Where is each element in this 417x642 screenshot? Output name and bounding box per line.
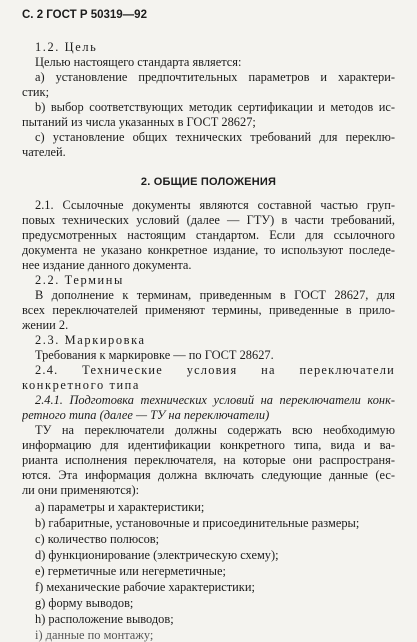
text-line: конкретного типа (22, 378, 141, 392)
section-title: 2. ОБЩИЕ ПОЛОЖЕНИЯ (140, 176, 277, 188)
list-item: d) функционирование (электрическую схему); (35, 548, 279, 562)
list-item: а) параметры и характеристики; (35, 500, 205, 514)
text-line: ли они применяются): (22, 483, 140, 497)
text-line: чателей. (22, 145, 66, 159)
text-line: рианта исполнения переключателя, на которые они распространя- (22, 453, 395, 467)
text-line: предусмотренных настоящим стандартом. Если для ссылочного (22, 228, 395, 242)
list-item: с) количество полюсов; (35, 532, 160, 546)
text-line: b) выбор соответствующих методик сертификации и методов ис- (35, 100, 395, 114)
text-line: нее издание данного документа. (22, 258, 192, 272)
text-line: ТУ на переключатели должны содержать всю необходимую (35, 423, 395, 437)
text-line: стик; (22, 85, 50, 99)
page-header: С. 2 ГОСТ Р 50319—92 (22, 9, 147, 21)
text-line: пытаний из числа указанных в ГОСТ 28627; (22, 115, 256, 129)
text-line: с) установление общих технических требований для переклю- (35, 130, 395, 144)
list-item: g) форму выводов; (35, 596, 134, 610)
text-line: Целью настоящего стандарта является: (35, 55, 242, 69)
text-line: а) установление предпочтительных параметров и характери- (35, 70, 395, 84)
list-item: b) габаритные, установочные и присоединительные размеры; (35, 516, 360, 530)
list-item: i) данные по монтажу; (35, 628, 154, 642)
text-line: документа не указано конкретное издание, то используют последе- (22, 243, 395, 257)
text-line: 2.1. Ссылочные документы являются составной частью груп- (35, 198, 395, 212)
text-line: 2.4.1. Подготовка технических условий на переключатели конк- (35, 393, 395, 407)
text-line: повых технических условий (далее — ГТУ) в части требований, (22, 213, 395, 227)
list-item: f) механические рабочие характеристики; (35, 580, 255, 594)
text-line: Требования к маркировке — по ГОСТ 28627. (35, 348, 274, 362)
text-line: ются. Эта информация должна включать следующие данные (ес- (22, 468, 395, 482)
text-line: информацию для идентификации конкретного типа, вида и ва- (22, 438, 395, 452)
text-line: жении 2. (22, 318, 69, 332)
text-line: всех переключателей применяют термины, приведенные в прило- (22, 303, 395, 317)
subsection-heading-specs: 2.4. Технические условия на переключатели (35, 363, 395, 377)
subsection-heading-marking: 2.3. Маркировка (35, 333, 146, 347)
list-item: h) расположение выводов; (35, 612, 174, 626)
text-line: В дополнение к терминам, приведенным в ГОСТ 28627, для (35, 288, 395, 302)
subsection-heading-terms: 2.2. Термины (35, 273, 124, 287)
list-item: е) герметичные или негерметичные; (35, 564, 226, 578)
text-line: ретного типа (далее — ТУ на переключатели) (22, 408, 270, 422)
subsection-heading-goal: 1.2. Цель (35, 40, 98, 54)
